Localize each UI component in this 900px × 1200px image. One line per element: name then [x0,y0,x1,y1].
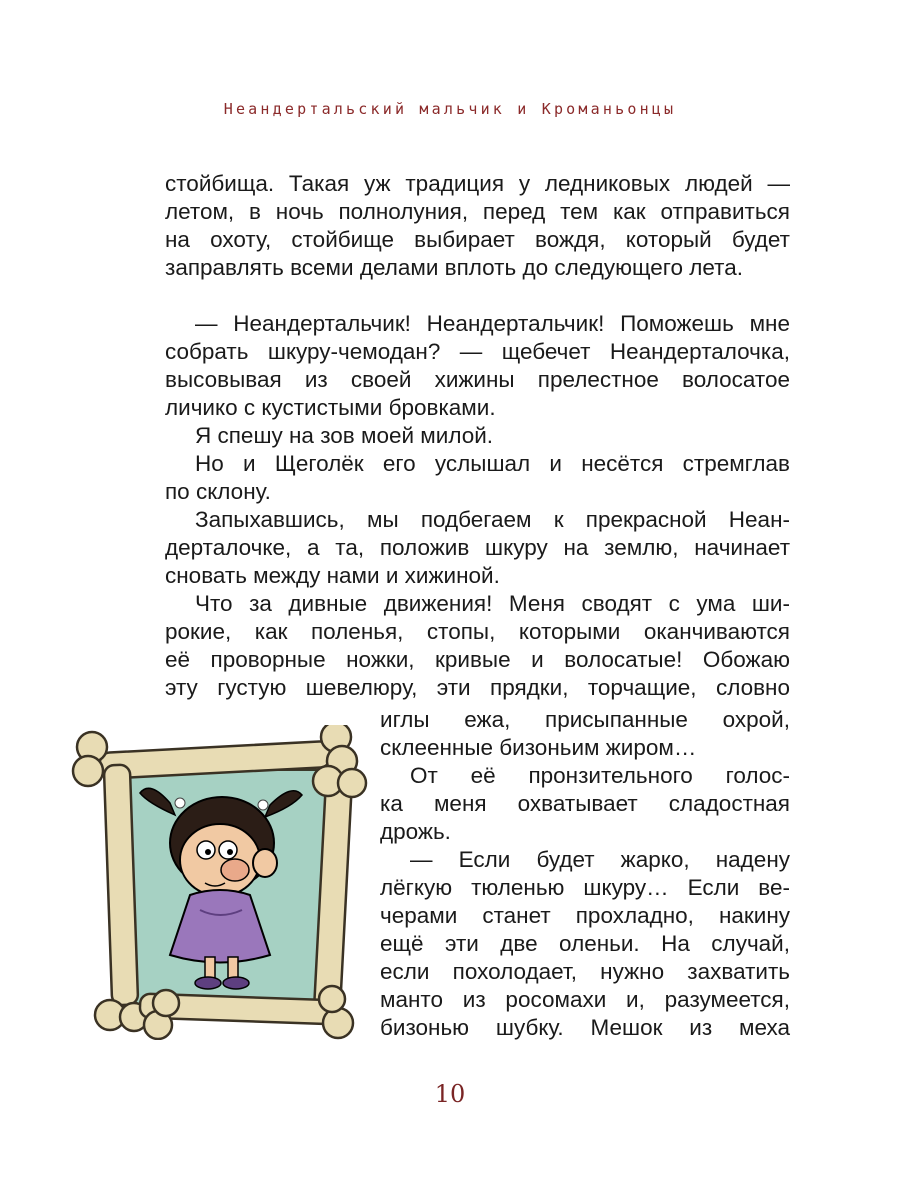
text-line: — Неандертальчик! Неандертальчик! Поможешь мне [195,311,790,336]
text-line: От её пронзительного голос- [410,763,790,788]
text-line: ка меня охватывает сладостная [380,791,790,816]
text-line: эту густую шевелюру, эти прядки, торчащие, словно [165,675,790,700]
text-line: дерталочке, а та, положив шкуру на землю, начинает [165,535,790,560]
text-line: иглы ежа, присыпанные охрой, [380,707,790,732]
text-line: по склону. [165,479,271,504]
text-line: манто из росомахи и, разумеется, [380,987,790,1012]
body-text-top [165,170,790,702]
text-line: бизонью шубку. Мешок из меха [380,1015,790,1040]
text-line: высовывая из своей хижины прелестное волосатое [165,367,790,392]
paragraph-gap [165,282,790,310]
text-line: летом, в ночь полнолуния, перед тем как отправиться [165,199,790,224]
text-line: склеенные бизоньим жиром… [380,735,697,760]
text-line: заправлять всеми делами вплоть до следующего лета. [165,255,743,280]
running-head: Неандертальский мальчик и Кроманьонцы [223,100,677,118]
text-line: её проворные ножки, кривые и волосатые! Обожаю [165,647,790,672]
body-text-wrapped [380,706,790,1042]
girl-portrait-illustration [70,725,370,1040]
text-line: лёгкую тюленью шкуру… Если ве- [380,875,790,900]
bone-frame-picture [70,725,370,1040]
text-line: рокие, как поленья, стопы, которыми оканчиваются [165,619,790,644]
text-line: черами станет прохладно, накину [380,903,790,928]
text-line: дрожь. [380,819,451,844]
text-line: Что за дивные движения! Меня сводят с ума ши- [195,591,790,616]
text-line: личико с кустистыми бровками. [165,395,496,420]
text-line: — Если будет жарко, надену [410,847,790,872]
text-line: ещё эти две оленьи. На случай, [380,931,790,956]
text-line: если похолодает, нужно захватить [380,959,790,984]
text-line: Но и Щеголёк его услышал и несётся стремглав [195,451,790,476]
text-line: стойбища. Такая уж традиция у ледниковых людей — [165,171,790,196]
text-line: Я спешу на зов моей милой. [195,423,494,448]
text-line: Запыхавшись, мы подбегаем к прекрасной Неан- [195,507,790,532]
text-line: сновать между нами и хижиной. [165,563,500,588]
text-line: собрать шкуру-чемодан? — щебечет Неандерталочка, [165,339,790,364]
page-number: 10 [434,1080,466,1108]
text-line: на охоту, стойбище выбирает вождя, который будет [165,227,790,252]
